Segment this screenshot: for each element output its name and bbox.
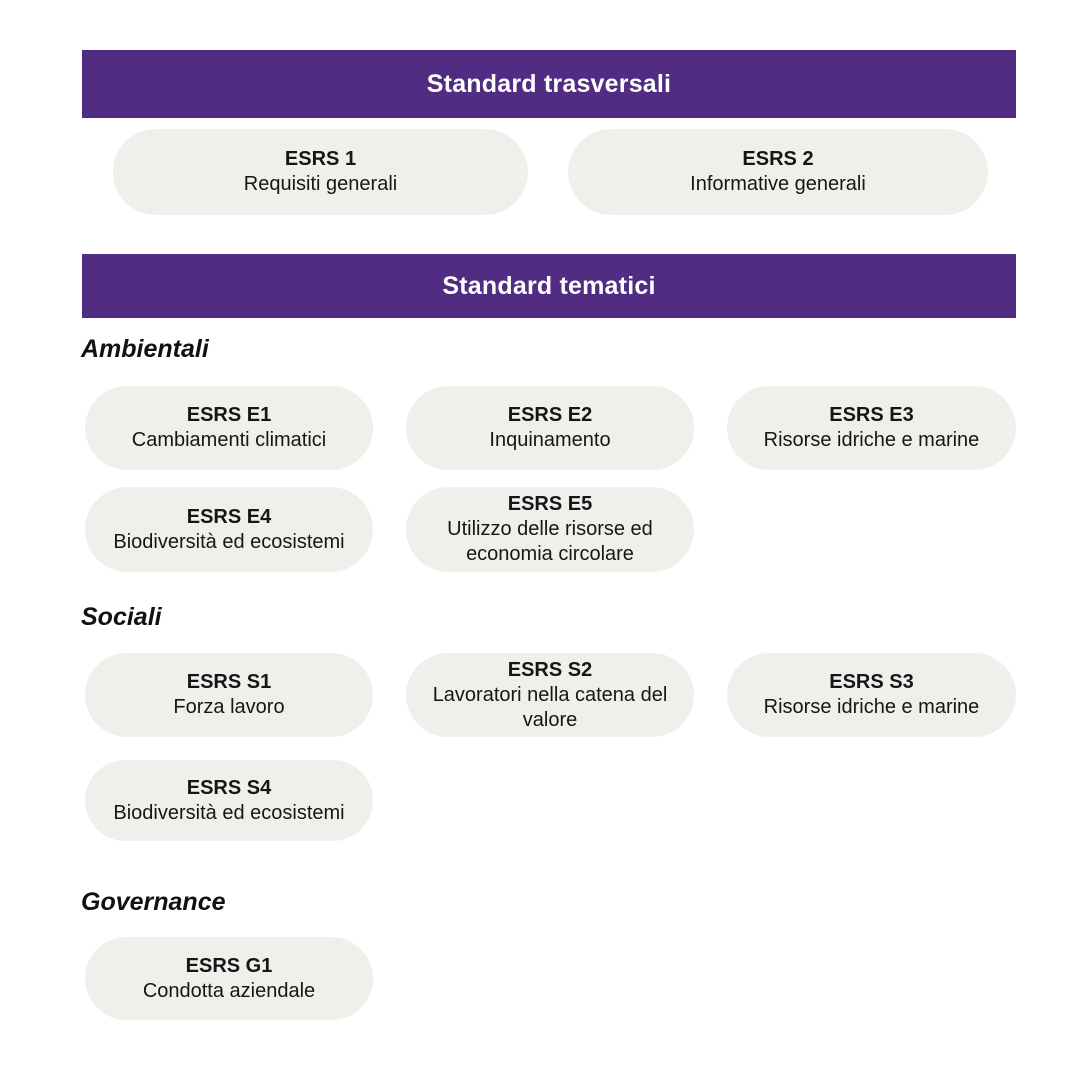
band-topical-label: Standard tematici (442, 271, 656, 300)
pill-esrs-s4-description: Biodiversità ed ecosistemi (113, 801, 345, 824)
pill-esrs-e1-description: Cambiamenti climatici (131, 429, 327, 452)
pill-esrs-g1-code: ESRS G1 (185, 954, 273, 977)
pill-esrs-s3-code: ESRS S3 (829, 671, 914, 693)
pill-esrs-1[interactable] (113, 129, 528, 215)
pill-esrs-s2[interactable] (406, 653, 694, 737)
pill-esrs-g1[interactable] (85, 937, 373, 1020)
pill-esrs-e2-description: Inquinamento (489, 429, 611, 452)
pill-esrs-g1-description: Condotta aziendale (142, 979, 316, 1002)
band-cross-cutting-standards (82, 50, 1016, 118)
pill-esrs-e4-code: ESRS E4 (186, 505, 272, 528)
pill-esrs-2-description: Informative generali (690, 173, 866, 196)
pill-esrs-s3[interactable] (727, 653, 1016, 737)
pill-esrs-e4[interactable] (85, 487, 373, 572)
pill-esrs-s1[interactable] (85, 653, 373, 737)
pill-esrs-1-description: Requisiti generali (243, 173, 398, 196)
pill-esrs-s2-description: Lavoratori nella catena del valore (432, 683, 668, 731)
category-heading-environmental: Ambientali (81, 335, 209, 363)
pill-esrs-e1-code: ESRS E1 (186, 404, 272, 426)
pill-esrs-s4[interactable] (85, 760, 373, 841)
pill-esrs-e3[interactable] (727, 386, 1016, 470)
pill-esrs-s3-description: Risorse idriche e marine (763, 696, 980, 719)
pill-esrs-e5[interactable] (406, 487, 694, 572)
pill-esrs-e3-description: Risorse idriche e marine (763, 429, 980, 452)
band-cross-cutting-label: Standard trasversali (426, 69, 672, 98)
pill-esrs-e2-code: ESRS E2 (507, 404, 593, 426)
band-topical-standards (82, 254, 1016, 318)
pill-esrs-e5-description: Utilizzo delle risorse ed economia circolare (447, 518, 653, 566)
pill-esrs-e5-code: ESRS E5 (507, 493, 593, 516)
category-heading-social: Sociali (81, 603, 162, 631)
category-heading-governance: Governance (81, 888, 226, 916)
pill-esrs-2[interactable] (568, 129, 988, 215)
pill-esrs-2-code: ESRS 2 (742, 148, 814, 170)
pill-esrs-e2[interactable] (406, 386, 694, 470)
pill-esrs-s1-description: Forza lavoro (173, 696, 285, 719)
pill-esrs-s1-code: ESRS S1 (186, 671, 272, 693)
pill-esrs-s4-code: ESRS S4 (186, 776, 272, 799)
pill-esrs-s2-code: ESRS S2 (507, 658, 593, 681)
pill-esrs-1-code: ESRS 1 (284, 148, 357, 170)
pill-esrs-e3-code: ESRS E3 (829, 404, 914, 426)
pill-esrs-e1[interactable] (85, 386, 373, 470)
pill-esrs-e4-description: Biodiversità ed ecosistemi (113, 530, 345, 553)
